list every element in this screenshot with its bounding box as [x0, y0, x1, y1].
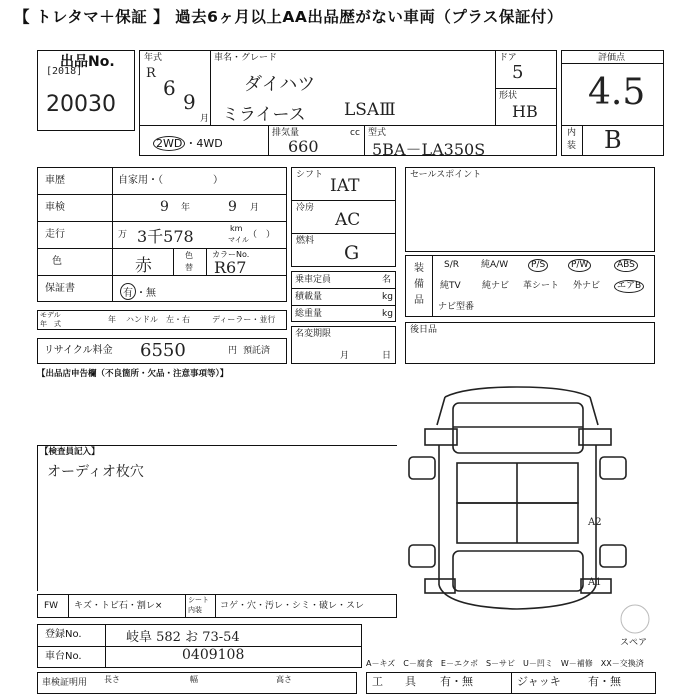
- warranty-sep: ・: [136, 288, 146, 299]
- load-label: 積載量: [295, 292, 323, 302]
- model-code-value: 5BA－LA350S: [372, 140, 486, 159]
- car-damage-diagram: [405, 385, 630, 620]
- divider: [215, 594, 216, 618]
- aircon-value: AC: [335, 210, 361, 230]
- equip-leather: 革シート: [523, 281, 560, 291]
- weight-label: 総重量: [295, 309, 323, 319]
- divider: [291, 288, 396, 289]
- interior-label-2: 装: [567, 141, 577, 151]
- spare-tire-icon: [619, 603, 651, 635]
- divider: [37, 275, 287, 276]
- warranty-label: 保証書: [45, 283, 75, 294]
- recycle-unit: 円: [228, 346, 238, 356]
- model-year-month-unit: 月: [200, 114, 210, 124]
- divider: [139, 125, 557, 126]
- registration-label: 登録No.: [45, 629, 82, 640]
- chassis-value: 0409108: [182, 647, 245, 663]
- divider: [37, 221, 287, 222]
- divider: [68, 594, 69, 618]
- equipment-label-3: 品: [414, 295, 424, 306]
- divider: [112, 167, 113, 302]
- equip-airbag: エアB: [614, 280, 644, 293]
- model-row-handle: ハンドル 左・右: [126, 315, 190, 324]
- fw-seat-1: シート: [188, 596, 209, 604]
- deadline-day-unit: 日: [382, 351, 392, 361]
- registration-value: 岐阜 582 お 73-54: [126, 630, 240, 645]
- recycle-value: 6550: [140, 340, 186, 361]
- displacement-value: 660: [288, 137, 319, 156]
- mileage-value: 3千578: [137, 227, 194, 246]
- mileage-unit-mile: マイル: [228, 236, 249, 244]
- score-value: 4.5: [588, 72, 646, 113]
- inspection-year: 9: [160, 199, 169, 215]
- equip-navi-type: ナビ型番: [438, 302, 475, 312]
- mileage-paren: （ ）: [248, 230, 276, 240]
- lot-label: 出品No.: [60, 54, 115, 70]
- divider: [268, 125, 269, 156]
- equipment-label-2: 備: [414, 279, 424, 290]
- color-change-label-1: 色: [185, 251, 193, 260]
- mileage-unit-km: km: [230, 224, 243, 233]
- shape-label: 形状: [499, 91, 518, 101]
- page-banner: 【 トレタマ＋保証 】 過去6ヶ月以上AA出品歴がない車両（プラス保証付）: [14, 8, 563, 26]
- divider: [185, 594, 186, 618]
- divider: [364, 125, 365, 156]
- divider: [495, 88, 557, 89]
- jack-label: ジャッキ: [517, 675, 561, 688]
- equip-pure-aw: 純A/W: [481, 260, 509, 270]
- fuel-label: 燃料: [296, 236, 315, 246]
- car-model: ミライース: [222, 105, 306, 125]
- tools-options: 有・無: [440, 675, 473, 688]
- capacity-unit: 名: [382, 275, 392, 285]
- color-value: 赤: [135, 256, 152, 276]
- model-code-label: 型式: [368, 128, 387, 138]
- divider: [291, 200, 396, 201]
- drive-sep: ・: [185, 137, 197, 150]
- mark-a2: A2: [588, 517, 602, 528]
- cert-label: 車検証明用: [42, 678, 88, 688]
- model-row-label-2: 年 式: [40, 320, 61, 328]
- recycle-label: リサイクル料金: [44, 345, 113, 356]
- doors-label: ドア: [499, 53, 517, 63]
- equip-pure-tv: 純TV: [440, 281, 461, 291]
- later-docs-box: [405, 322, 655, 364]
- equip-sr: S/R: [444, 260, 459, 270]
- model-row-dealer: ディーラー・並行: [212, 315, 276, 324]
- color-code: R67: [214, 258, 247, 277]
- shape-value: HB: [512, 102, 538, 121]
- model-year-label: 年式: [144, 53, 163, 63]
- divider: [511, 672, 512, 694]
- jack-options: 有・無: [588, 675, 621, 688]
- divider: [37, 248, 287, 249]
- interior-value: B: [604, 126, 622, 154]
- equip-pw: P/W: [568, 259, 591, 272]
- warranty-none: 無: [146, 288, 156, 299]
- fuel-value: G: [344, 242, 360, 264]
- deadline-month-unit: 月: [340, 351, 350, 361]
- shift-label: シフト: [296, 170, 324, 180]
- equip-pure-navi: 純ナビ: [482, 281, 510, 291]
- inspector-note: オーディオ枚穴: [47, 464, 144, 480]
- cert-height: 高さ: [276, 675, 292, 684]
- fw-text1: キズ・トビ石・割レ×: [74, 601, 163, 611]
- drive-4wd: 4WD: [196, 137, 223, 150]
- model-year-era: R: [146, 66, 156, 81]
- fw-label: FW: [44, 601, 59, 611]
- divider: [37, 194, 287, 195]
- displacement-label: 排気量: [272, 128, 300, 138]
- equip-ps: P/S: [528, 259, 548, 272]
- history-text: 自家用・（ ）: [118, 175, 223, 186]
- divider: [210, 50, 211, 125]
- interior-label-1: 内: [567, 128, 577, 138]
- mileage-unit-man: 万: [118, 230, 128, 240]
- shift-value: IAT: [330, 176, 360, 196]
- color-label: 色: [52, 256, 62, 267]
- car-maker: ダイハツ: [244, 74, 316, 95]
- capacity-label: 乗車定員: [295, 275, 332, 285]
- later-docs-label: 後日品: [410, 325, 438, 335]
- equip-abs: ABS: [614, 259, 638, 272]
- divider: [291, 305, 396, 306]
- history-label: 車歴: [45, 175, 65, 186]
- equipment-label-1: 装: [414, 263, 424, 274]
- lot-year-stamp: [2018]: [46, 66, 83, 77]
- divider: [173, 248, 174, 275]
- divider: [432, 255, 433, 317]
- recycle-deposit: 預託済: [243, 346, 271, 356]
- divider: [206, 248, 207, 275]
- damage-legend: A－キズ C－腐食 E－エクボ S－サビ U－凹ミ W－補修 XX－交換済: [366, 659, 644, 668]
- chassis-label: 車台No.: [45, 651, 82, 662]
- color-code-label: カラーNo.: [212, 250, 250, 259]
- model-row-label-1: モデル: [40, 311, 61, 319]
- drive-2wd: 2WD: [153, 136, 185, 151]
- equip-ext-navi: 外ナビ: [573, 281, 601, 291]
- tools-label: 工 具: [372, 675, 416, 688]
- displacement-unit: cc: [350, 128, 360, 138]
- score-label: 評価点: [598, 53, 626, 63]
- doors-value: 5: [512, 62, 524, 83]
- aircon-label: 冷房: [296, 203, 315, 213]
- car-name-label: 車名・グレード: [214, 53, 278, 63]
- model-row-year-unit: 年: [108, 315, 116, 324]
- inspector-label: 【検査員記入】: [40, 447, 100, 457]
- color-change-label-2: 替: [185, 263, 193, 272]
- warranty-options: [120, 283, 156, 300]
- fw-seat-2: 内装: [188, 606, 202, 614]
- spare-label: スペア: [620, 638, 648, 648]
- inspection-year-unit: 年: [181, 203, 191, 213]
- car-grade: LSAⅢ: [344, 100, 396, 120]
- divider: [582, 125, 583, 156]
- inspection-month-unit: 月: [250, 203, 260, 213]
- seller-notes-label: 【出品店申告欄（不良箇所・欠品・注意事項等）】: [37, 369, 229, 379]
- model-year-year: 6: [163, 76, 176, 100]
- cert-width: 幅: [190, 675, 198, 684]
- weight-unit: kg: [382, 309, 393, 319]
- fw-text2: コゲ・穴・汚レ・シミ・破レ・スレ: [220, 601, 365, 611]
- mark-a1: A1: [588, 577, 602, 588]
- mileage-label: 走行: [45, 229, 65, 240]
- sales-point-label: セールスポイント: [410, 170, 482, 180]
- warranty-has: 有: [120, 283, 136, 300]
- drive-select: [153, 135, 223, 151]
- load-unit: kg: [382, 292, 393, 302]
- deadline-label: 名変期限: [295, 329, 332, 339]
- divider: [291, 233, 396, 234]
- lot-number: 20030: [46, 92, 116, 117]
- model-year-month: 9: [183, 90, 196, 114]
- inspection-month: 9: [228, 199, 237, 215]
- inspection-label: 車検: [45, 202, 65, 213]
- cert-length: 長さ: [104, 675, 120, 684]
- divider: [561, 63, 664, 64]
